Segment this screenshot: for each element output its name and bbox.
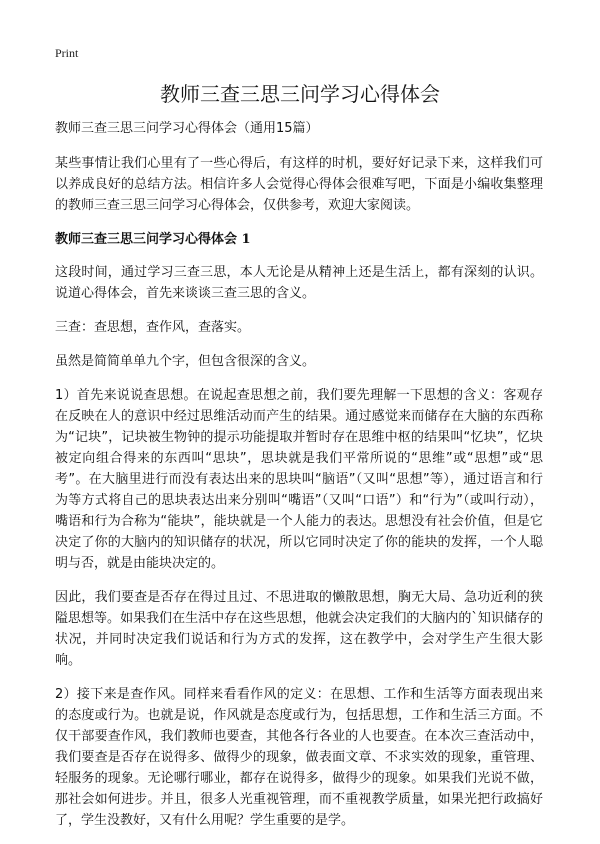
body-paragraph: 这段时间，通过学习三查三思，本人无论是从精神上还是生活上，都有深刻的认识。说道心得体会，首先来谈谈三查三思的含义。 [55, 265, 543, 301]
print-label: Print [55, 46, 79, 60]
body-paragraph: 因此，我们要查是否存在得过且过、不思进取的懒散思想，胸无大局、急功近利的狭隘思想等。如果我们在生活中存在这些思想，他就会决定我们的大脑内的`知识储存的状况，并同时决定我们说话和行为方式的发挥，这在教学中，会对学生产生很大影响。 [55, 590, 543, 668]
document-subtitle: 教师三查三思三问学习心得体会（通用15篇） [55, 121, 319, 136]
section-heading: 教师三查三思三问学习心得体会 1 [55, 232, 251, 247]
page-title: 教师三查三思三问学习心得体会 [160, 82, 440, 106]
body-paragraph: 三查：查思想，查作风，查落实。 [55, 320, 251, 335]
document-body [55, 118, 543, 844]
body-paragraph: 虽然是简简单单九个字，但包含很深的含义。 [55, 354, 316, 369]
body-paragraph: 1）首先来说说查思想。在说起查思想之前，我们要先理解一下思想的含义：客观存在反映在人的意识中经过思维活动而产生的结果。通过感觉来而储存在大脑的东西称为“记块”，记块被生物钟的提示功能提取并暂时存在思维中枢的结果叫“忆块”，忆块被定向组合得来的东西叫“思块”，思块就是我们平常所说的“思维”或“思想”或“思考”。在大脑里进行而没有表达出来的思块叫“脑语”（又叫“思想”等），通过语言和行为等方式将自己的思块表达出来分别叫“嘴语”（又叫“口语”）和“行为”（或叫行动），嘴语和行为合称为“能块”，能块就是一个人能力的表达。思想没有社会价值，但是它决定了你的大脑内的知识储存的状况，所以它同时决定了你的能块的发挥，一个人聪明与否，就是由能块决定的。 [55, 388, 543, 571]
body-paragraph: 2）接下来是查作风。同样来看看作风的定义：在思想、工作和生活等方面表现出来的态度或行为。也就是说，作风就是态度或行为，包括思想，工作和生活三方面。不仅干部要查作风，我们教师也要查，其他各行各业的人也要查。在本次三查活动中，我们要查是否存在说得多、做得少的现象，做表面文章、不求实效的现象，重管理、轻服务的现象。无论哪行哪业，都存在说得多，做得少的现象。如果我们光说不做，那社会如何进步。并且，很多人光重视管理，而不重视教学质量，如果光把行政搞好了，学生没教好，又有什么用呢？学生重要的是学。 [55, 687, 543, 828]
intro-paragraph: 某些事情让我们心里有了一些心得后，有这样的时机，要好好记录下来，这样我们可以养成良好的总结方法。相信许多人会觉得心得体会很难写吧，下面是小编收集整理的教师三查三思三问学习心得体会，仅供参考，欢迎大家阅读。 [55, 156, 543, 213]
